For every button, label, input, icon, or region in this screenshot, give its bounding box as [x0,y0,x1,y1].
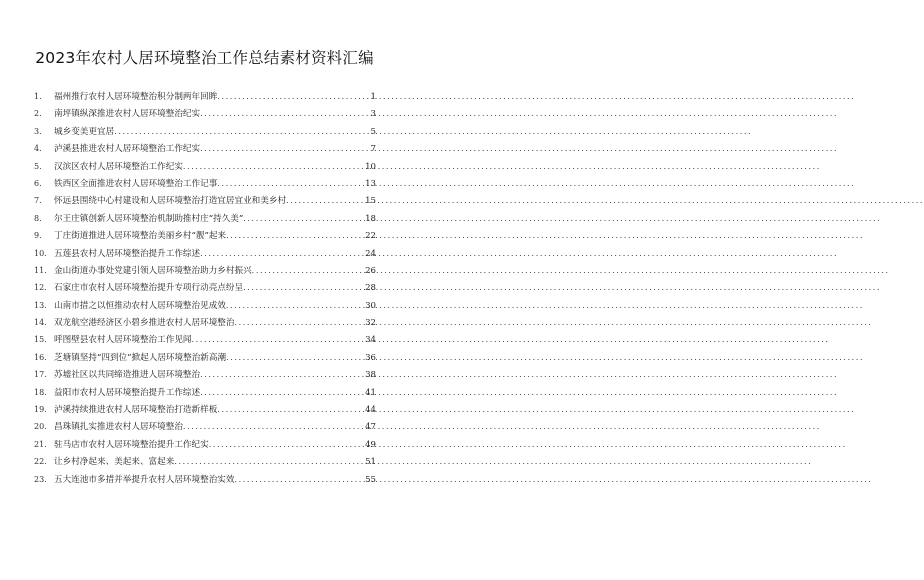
toc-entry-number: 10. [34,248,47,258]
toc-entry-page-number: 18 [365,213,376,224]
toc-entry[interactable] [34,453,376,470]
toc-entry-title: 泸溪县推进农村人居环境整治工作纪实 [54,144,201,155]
toc-entry-page-number: 5 [370,126,376,137]
toc-entry-number: 21. [34,439,47,449]
toc-entry-number: 22. [34,457,47,467]
toc-entry[interactable] [34,88,376,105]
toc-entry[interactable] [34,314,376,331]
toc-entry[interactable] [34,331,376,348]
toc-dot-leader [200,245,364,262]
toc-entry-title: 泸溪持续推进农村人居环境整治打造新样板 [54,405,218,416]
toc-entry-page-number: 47 [365,422,376,433]
toc-dot-leader [114,123,369,140]
toc-dot-leader [200,140,369,157]
toc-entry[interactable] [34,401,376,418]
toc-entry-title: 苏墟社区以共同缔造推进人居环境整治 [54,370,201,381]
toc-dot-leader [192,331,365,348]
toc-entry-title: 南坪镇纵深推进农村人居环境整治纪实 [54,109,201,120]
toc-entry[interactable] [34,140,376,157]
toc-entry-number: 9. [34,231,42,241]
toc-entry-page-number: 13 [365,178,376,189]
toc-entry[interactable] [34,384,376,401]
toc-entry-title: 汉滨区农村人居环境整治工作纪实 [54,161,183,172]
toc-dot-leader [200,105,369,122]
toc-entry-number: 4. [34,144,42,154]
toc-dot-leader [234,314,364,331]
toc-entry-title: 石家庄市农村人居环境整治提升专项行动亮点纷呈 [54,283,244,294]
toc-dot-leader [200,366,364,383]
toc-entry-number: 1. [34,92,42,101]
toc-entry-title: 五大连池市多措并举提升农村人居环境整治实效 [54,474,235,485]
toc-entry-page-number: 24 [365,248,376,259]
toc-dot-leader [183,158,364,175]
toc-entry[interactable] [34,471,376,488]
toc-entry-page-number: 38 [365,370,376,381]
toc-entry[interactable] [34,245,376,262]
toc-entry-title: 五莲县农村人居环境整治提升工作综述 [54,248,201,259]
toc-entry-page-number: 41 [365,387,376,398]
toc-entry-number: 7. [34,196,42,206]
toc-entry[interactable] [34,158,376,175]
toc-entry[interactable] [34,210,376,227]
toc-entry-number: 16. [34,352,47,362]
toc-dot-leader [234,471,364,488]
toc-entry-page-number: 55 [365,474,376,485]
toc-entry-page-number: 28 [365,283,376,294]
toc-entry-page-number: 32 [365,318,376,329]
toc-entry-page-number: 26 [365,265,376,276]
toc-entry-title: 昌珠镇扎实推进农村人居环境整治 [54,422,183,433]
toc-entry-title: 尔王庄镇创新人居环境整治机制助推村庄“持久美” [54,213,244,224]
toc-entry-page-number: 30 [365,300,376,311]
toc-entry-number: 2. [34,109,42,119]
toc-entry-page-number: 22 [365,231,376,242]
toc-entry-number: 14. [34,318,47,328]
toc-dot-leader [183,418,364,435]
toc-entry-title: 芝塘镇坚持“四到位”掀起人居环境整治新高潮 [54,352,227,363]
toc-entry[interactable] [34,227,376,244]
toc-dot-leader [174,453,364,470]
toc-dot-leader [217,175,364,192]
toc-dot-leader [243,210,364,227]
toc-entry-page-number: 1 [370,92,376,102]
toc-entry-number: 23. [34,474,47,484]
toc-entry[interactable] [34,279,376,296]
toc-entry-page-number: 7 [370,144,376,155]
toc-entry[interactable] [34,175,376,192]
toc-entry-title: 福州推行农村人居环境整治积分制两年回眸 [54,92,218,102]
toc-entry[interactable] [34,418,376,435]
toc-entry[interactable] [34,123,376,140]
toc-entry[interactable] [34,297,376,314]
toc-entry-title: 双龙航空港经济区小碧乡推进农村人居环境整治 [54,318,235,329]
toc-entry-page-number: 3 [370,109,376,120]
toc-entry-number: 17. [34,370,47,380]
toc-entry-number: 8. [34,213,42,223]
toc-dot-leader [217,401,364,418]
document-title: 2023年农村人居环境整治工作总结素材资料汇编 [35,49,374,67]
toc-dot-leader [286,192,364,209]
toc-entry-title: 让乡村净起来、美起来、富起来 [54,457,175,468]
toc-entry[interactable] [34,436,376,453]
toc-entry-title: 山南市措之以恒推动农村人居环境整治见成效 [54,300,226,311]
toc-entry[interactable] [34,366,376,383]
toc-entry-page-number: 36 [365,352,376,363]
toc-dot-leader [226,349,364,366]
toc-entry-number: 18. [34,387,47,397]
toc-entry-title: 金山街道办事处党建引领人居环境整治助力乡村振兴 [54,265,252,276]
toc-entry-title: 驻马店市农村人居环境整治提升工作纪实 [54,439,209,450]
toc-entry-number: 19. [34,405,47,415]
toc-entry-page-number: 44 [365,405,376,416]
toc-entry-title: 城乡变美更宜居 [54,126,115,137]
toc-entry-number: 6. [34,178,42,188]
toc-entry-page-number: 10 [365,161,376,172]
toc-entry-number: 5. [34,161,42,171]
toc-entry[interactable] [34,192,376,209]
toc-entry-page-number: 34 [365,335,376,346]
toc-entry-number: 15. [34,335,47,345]
toc-dot-leader [252,262,364,279]
toc-entry-title: 铁西区全面推进农村人居环境整治工作记事 [54,178,218,189]
toc-dot-leader [209,436,364,453]
toc-entry-title: 怀远县围绕中心村建设和人居环境整治打造宜居宜业和美乡村 [54,196,287,207]
toc-entry-title: 丁庄街道推进人居环境整治美丽乡村“靓”起来 [54,231,227,242]
table-of-contents [34,88,376,488]
toc-entry-number: 3. [34,126,42,136]
toc-entry[interactable] [34,262,376,279]
toc-dot-leader [226,227,364,244]
toc-dot-leader [226,297,364,314]
toc-entry-number: 13. [34,300,47,310]
toc-entry[interactable] [34,349,376,366]
toc-entry-page-number: 49 [365,439,376,450]
toc-dot-leader [217,88,369,105]
toc-entry-number: 11. [34,265,47,275]
toc-entry-page-number: 51 [365,457,376,468]
document-page [0,0,409,580]
toc-entry-number: 12. [34,283,47,293]
toc-dot-leader [243,279,364,296]
toc-entry[interactable] [34,105,376,122]
toc-entry-title: 呼图壁县农村人居环境整治工作见闻 [54,335,192,346]
toc-entry-number: 20. [34,422,47,432]
toc-entry-page-number: 15 [365,196,376,207]
toc-entry-title: 益阳市农村人居环境整治提升工作综述 [54,387,201,398]
toc-dot-leader [200,384,364,401]
